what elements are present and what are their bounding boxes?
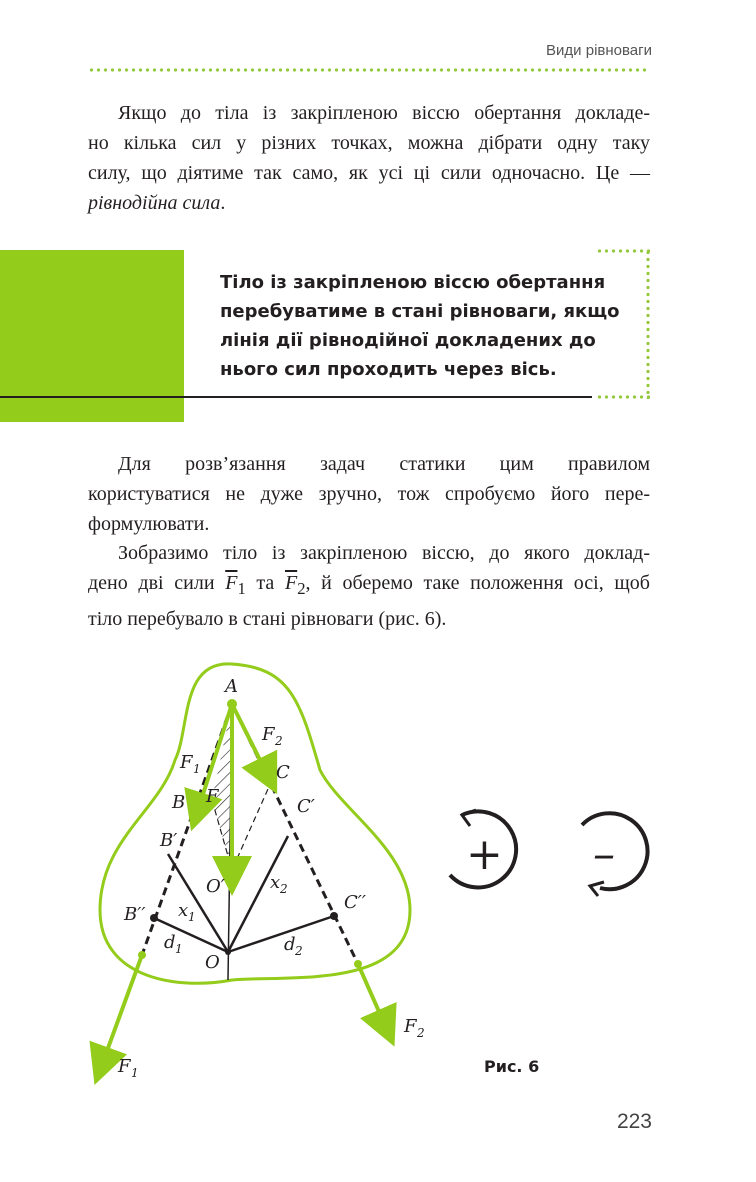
label-F1-bottom-sub: 1 <box>131 1066 139 1080</box>
p3-line-2: дено дві сили $\overline{F}_1$ та $\overline{F}_2$, й оберемо таке положення осі, щоб <box>88 572 650 598</box>
p3-line-3: тіло перебувало в стані рівноваги (рис. 6). <box>88 608 447 630</box>
figure-caption: Рис. 6 <box>484 1057 540 1076</box>
point-F1-bottom <box>138 951 146 959</box>
label-F2-bottom-sub: 2 <box>417 1026 425 1040</box>
label-F2-top-sub: 2 <box>275 734 283 748</box>
figure-6-diagram <box>0 640 756 1090</box>
point-A <box>227 699 237 709</box>
vector-f2: $\overline{F}$ <box>284 572 298 594</box>
label-F1-top: F <box>180 752 193 773</box>
page-number: 223 <box>616 1110 652 1133</box>
intro-line-2: но кілька сил у різних точках, можна дібрати одну таку <box>88 132 650 154</box>
intro-line-1: Якщо до тіла із закріпленою віссю обертання докладе- <box>118 102 650 124</box>
clockwise-plus-icon <box>450 810 516 887</box>
svg-text:+: + <box>466 829 503 880</box>
rule-frame-bottom <box>596 395 650 399</box>
label-d1-sub: 1 <box>175 942 183 956</box>
counterclockwise-minus-icon <box>582 813 648 896</box>
rule-frame-top <box>596 249 650 253</box>
equilibrium-rule <box>220 268 640 384</box>
label-x2-sub: 2 <box>280 882 288 896</box>
point-B2 <box>150 914 158 922</box>
label-B: B <box>172 792 186 813</box>
label-F1-top-sub: 1 <box>193 762 201 776</box>
label-d1: d <box>164 932 176 953</box>
point-C2 <box>330 912 338 920</box>
term-resultant-force: рівнодійна сила <box>88 192 221 214</box>
vector-F1-bottom <box>100 955 142 1070</box>
line-CO1 <box>232 780 272 870</box>
label-x1: x <box>178 900 189 921</box>
header-dotted-rule <box>88 68 650 72</box>
rule-underline <box>0 396 592 398</box>
label-F1-bottom: F <box>118 1056 131 1077</box>
label-x1-sub: 1 <box>188 910 196 924</box>
p3-line-1: Зобразимо тіло із закріпленою віссю, до якого доклад- <box>118 542 650 564</box>
label-C1: C′ <box>297 796 315 817</box>
rule-frame-right <box>646 249 650 399</box>
label-C2: C′′ <box>344 892 366 913</box>
intro-end: . <box>220 192 226 214</box>
label-F2-bottom: F <box>404 1016 417 1037</box>
point-F2-bottom <box>354 960 362 968</box>
label-d2-sub: 2 <box>295 944 303 958</box>
intro-line-4 <box>88 188 650 218</box>
p2-line-2: користуватися не дуже зручно, тож спробуємо його пере- <box>88 483 650 505</box>
paragraph-3 <box>88 538 650 634</box>
svg-text:–: – <box>593 829 615 880</box>
paragraph-2 <box>88 449 650 539</box>
running-header: Види рівноваги <box>546 42 652 59</box>
label-A: A <box>225 676 238 697</box>
p2-line-1: Для розв’язання задач статики цим правилом <box>118 453 650 475</box>
label-B1: B′ <box>160 830 178 851</box>
label-B2: B′′ <box>124 904 146 925</box>
label-O: O <box>205 952 220 973</box>
p2-line-3: формулювати. <box>88 513 210 535</box>
intro-line-3: силу, що діятиме так само, як усі ці сили одночасно. Це — <box>88 162 650 184</box>
intro-paragraph <box>88 98 650 218</box>
label-F: F <box>206 786 219 807</box>
rule-line-2: перебуватиме в стані рівноваги, якщо <box>220 301 620 322</box>
label-F2-top: F <box>262 724 275 745</box>
point-O <box>225 949 231 955</box>
vector-F2-bottom <box>358 964 388 1032</box>
label-x2: x <box>270 872 281 893</box>
body-outline <box>100 664 410 983</box>
label-d2: d <box>284 934 296 955</box>
rule-line-4: нього сил проходить через вісь. <box>220 359 557 380</box>
rule-line-1: Тіло із закріпленою віссю обертання <box>220 272 606 293</box>
rule-line-3: лінія дії рівнодійної докладених до <box>220 330 596 351</box>
label-O1: O′ <box>206 876 225 897</box>
label-C: C <box>276 762 290 783</box>
vector-f1: $\overline{F}$ <box>225 572 238 594</box>
